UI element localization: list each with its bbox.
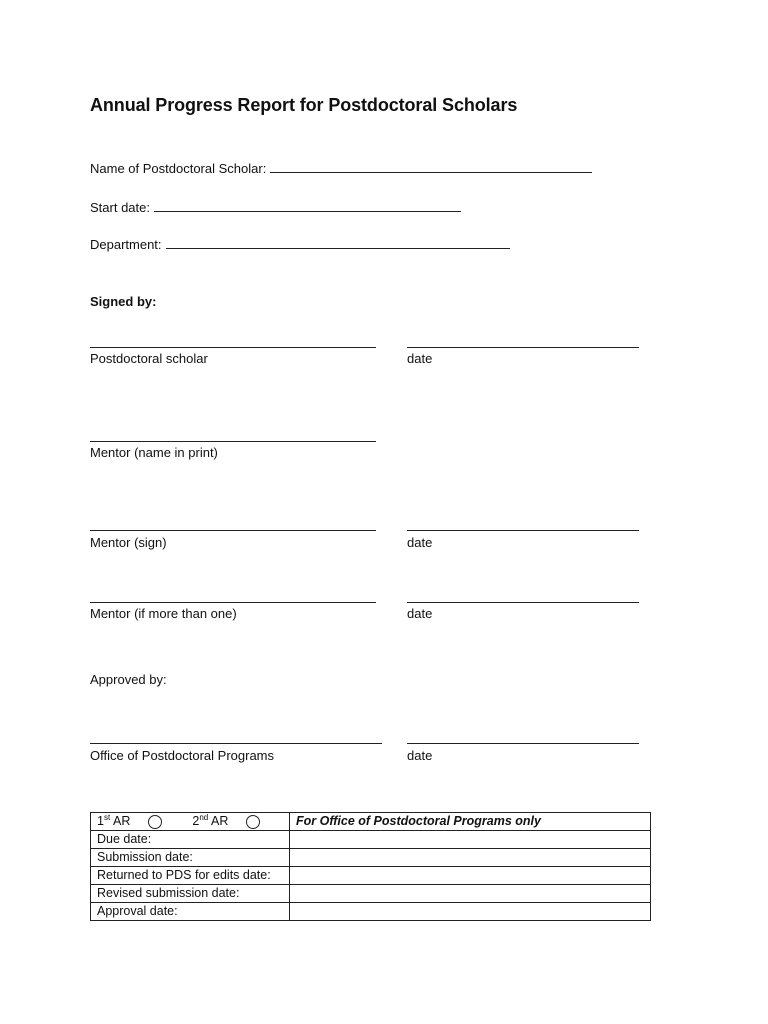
mentor-sign-line[interactable] <box>90 530 376 531</box>
due-date-label: Due date: <box>91 831 290 849</box>
revised-submission-date-label: Revised submission date: <box>91 885 290 903</box>
mentor-more-line[interactable] <box>90 602 376 603</box>
mentor-sign-date-label: date <box>407 535 433 550</box>
ar2-label: 2nd AR <box>192 812 229 828</box>
office-date-line[interactable] <box>407 743 639 744</box>
office-date-label: date <box>407 748 433 763</box>
returned-date-value[interactable] <box>290 867 651 885</box>
mentor-print-label: Mentor (name in print) <box>90 445 218 460</box>
due-date-value[interactable] <box>290 831 651 849</box>
table-row <box>91 849 651 867</box>
department-field-row <box>90 237 510 252</box>
mentor-sign-date-line[interactable] <box>407 530 639 531</box>
table-header-row <box>91 813 651 831</box>
approval-date-value[interactable] <box>290 903 651 921</box>
table-row <box>91 903 651 921</box>
approved-by-heading: Approved by: <box>90 672 167 687</box>
department-label: Department: <box>90 237 162 252</box>
table-row <box>91 831 651 849</box>
start-date-field[interactable] <box>154 211 461 212</box>
ar2-radio[interactable] <box>246 815 260 829</box>
start-date-label: Start date: <box>90 200 150 215</box>
office-only-header: For Office of Postdoctoral Programs only <box>290 813 651 831</box>
office-use-table <box>90 812 651 921</box>
name-field[interactable] <box>270 172 592 173</box>
department-field[interactable] <box>166 248 510 249</box>
revised-submission-date-value[interactable] <box>290 885 651 903</box>
signed-by-heading: Signed by: <box>90 294 157 309</box>
postdoc-signature-label: Postdoctoral scholar <box>90 351 208 366</box>
mentor-more-date-line[interactable] <box>407 602 639 603</box>
name-field-row <box>90 161 592 176</box>
submission-date-label: Submission date: <box>91 849 290 867</box>
mentor-more-label: Mentor (if more than one) <box>90 606 237 621</box>
postdoc-signature-line[interactable] <box>90 347 376 348</box>
approval-date-label: Approval date: <box>91 903 290 921</box>
start-date-field-row <box>90 200 461 215</box>
postdoc-date-label: date <box>407 351 433 366</box>
postdoc-date-line[interactable] <box>407 347 639 348</box>
office-signature-label: Office of Postdoctoral Programs <box>90 748 275 763</box>
mentor-print-line[interactable] <box>90 441 376 442</box>
ar-selector-cell <box>91 813 290 831</box>
mentor-sign-label: Mentor (sign) <box>90 535 167 550</box>
ar1-label: 1st AR <box>97 812 131 828</box>
mentor-more-date-label: date <box>407 606 433 621</box>
submission-date-value[interactable] <box>290 849 651 867</box>
name-label: Name of Postdoctoral Scholar: <box>90 161 267 176</box>
ar1-radio[interactable] <box>148 815 162 829</box>
returned-date-label: Returned to PDS for edits date: <box>91 867 290 885</box>
office-signature-line[interactable] <box>90 743 382 744</box>
table-row <box>91 867 651 885</box>
table-row <box>91 885 651 903</box>
page-title: Annual Progress Report for Postdoctoral Scholars <box>90 95 518 115</box>
